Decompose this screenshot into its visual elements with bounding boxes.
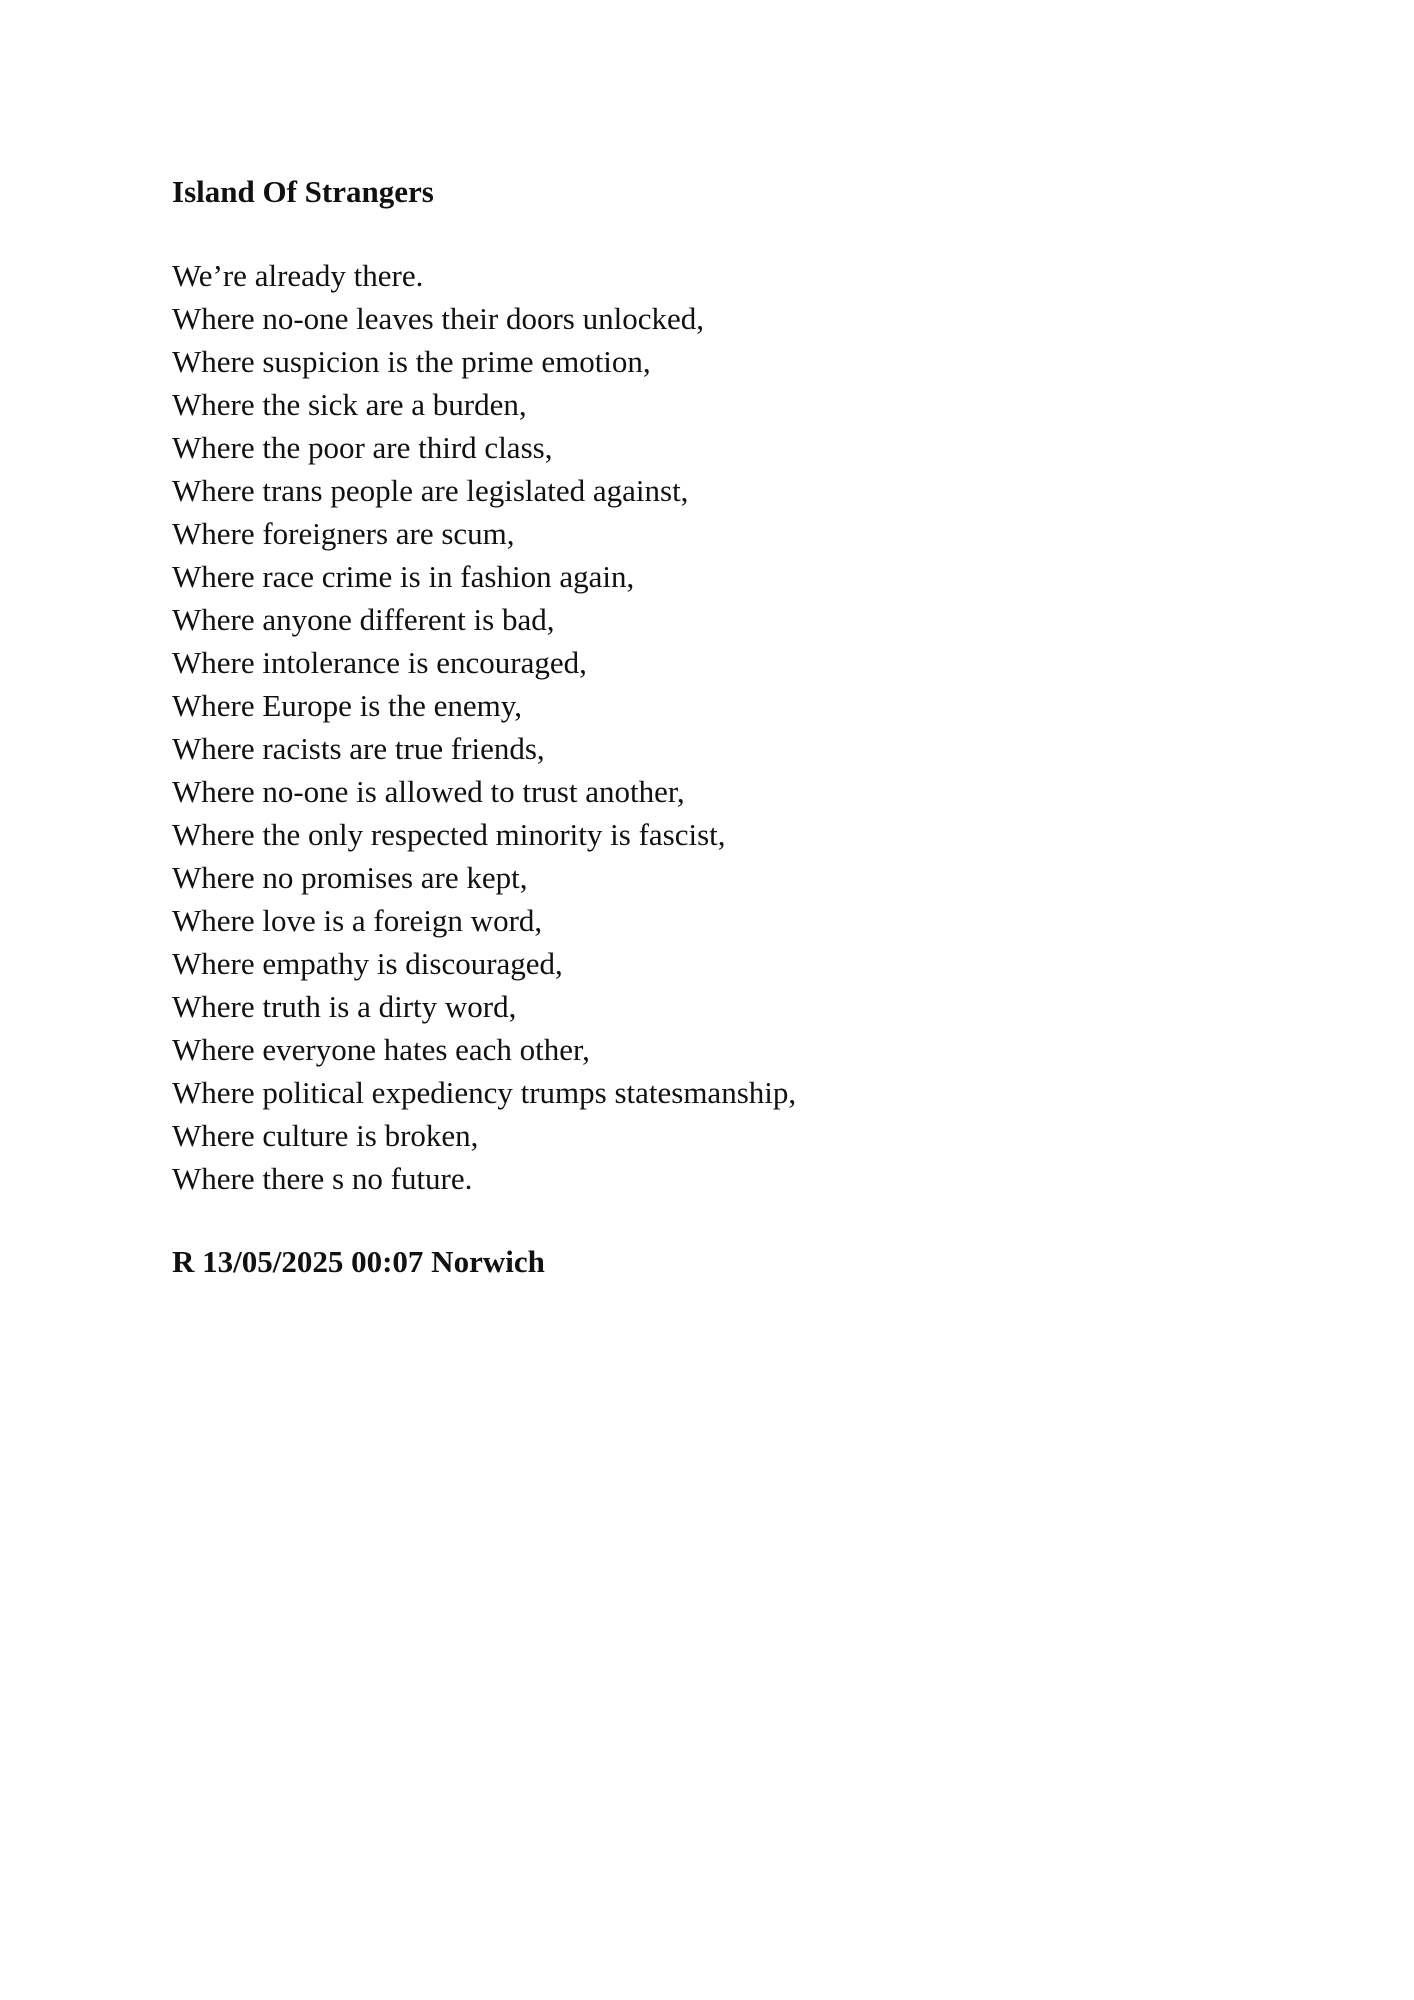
poem-line: Where race crime is in fashion again, <box>172 559 635 594</box>
poem-line: Where no-one is allowed to trust another, <box>172 774 685 809</box>
poem-line: Where no-one leaves their doors unlocked, <box>172 301 704 336</box>
poem-signature: R 13/05/2025 00:07 Norwich <box>172 1244 545 1279</box>
poem-line: Where trans people are legislated against, <box>172 473 689 508</box>
poem-line: Where the sick are a burden, <box>172 387 527 422</box>
poem-line: Where culture is broken, <box>172 1118 479 1153</box>
poem-line: Where there s no future. <box>172 1161 473 1196</box>
poem-line: Where racists are true friends, <box>172 731 545 766</box>
poem-line: Where no promises are kept, <box>172 860 528 895</box>
poem-line: Where political expediency trumps statesmanship, <box>172 1075 797 1110</box>
poem-title: Island Of Strangers <box>172 174 434 209</box>
poem-line: Where love is a foreign word, <box>172 903 543 938</box>
poem <box>172 172 1272 1282</box>
poem-line: Where suspicion is the prime emotion, <box>172 344 651 379</box>
poem-line: Where truth is a dirty word, <box>172 989 517 1024</box>
poem-line: Where foreigners are scum, <box>172 516 515 551</box>
poem-line: Where empathy is discouraged, <box>172 946 563 981</box>
poem-line: Where everyone hates each other, <box>172 1032 590 1067</box>
poem-lines <box>172 254 1272 1200</box>
poem-line: We’re already there. <box>172 258 424 293</box>
poem-line: Where Europe is the enemy, <box>172 688 523 723</box>
poem-line: Where intolerance is encouraged, <box>172 645 587 680</box>
poem-line: Where anyone different is bad, <box>172 602 555 637</box>
poem-line: Where the poor are third class, <box>172 430 553 465</box>
poem-line: Where the only respected minority is fascist, <box>172 817 726 852</box>
